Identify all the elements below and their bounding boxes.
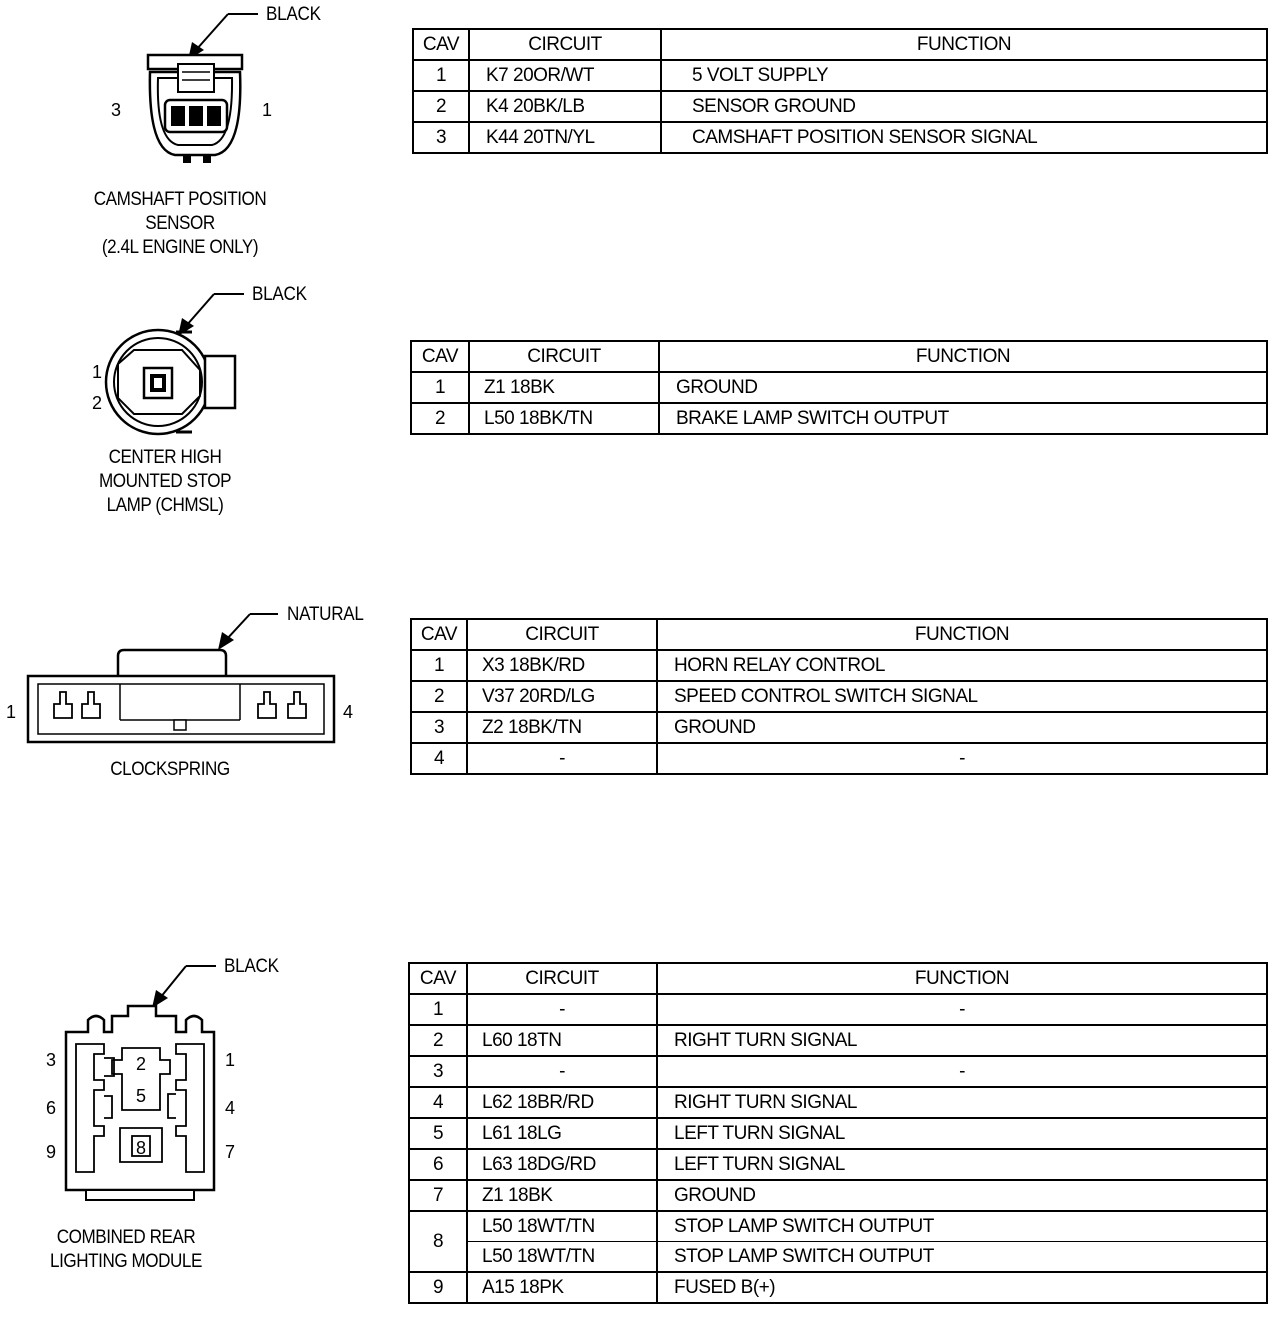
clockspring-section xyxy=(0,600,1280,800)
pin-label: 2 xyxy=(136,1054,147,1074)
table-row xyxy=(413,91,1267,122)
circuit-cell: X3 18BK/RD xyxy=(467,650,657,681)
table-row xyxy=(409,1025,1267,1056)
cav-cell: 4 xyxy=(409,1087,467,1118)
cav-cell: 4 xyxy=(411,743,467,774)
column-header: FUNCTION xyxy=(659,341,1267,372)
table-row xyxy=(409,1087,1267,1118)
table-row xyxy=(413,122,1267,153)
table-header-row xyxy=(411,341,1267,372)
table-row xyxy=(411,403,1267,434)
function-cell: GROUND xyxy=(657,1180,1267,1211)
pin-label: 1 xyxy=(92,362,103,382)
connector-name-line: SENSOR xyxy=(145,213,215,234)
function-cell: STOP LAMP SWITCH OUTPUT xyxy=(657,1242,1267,1273)
cav-cell: 3 xyxy=(409,1056,467,1087)
function-cell: STOP LAMP SWITCH OUTPUT xyxy=(657,1211,1267,1242)
column-header: CIRCUIT xyxy=(469,341,659,372)
connector-color-label: NATURAL xyxy=(287,604,364,625)
circuit-cell: - xyxy=(467,743,657,774)
cav-cell: 6 xyxy=(409,1149,467,1180)
connector-color-label: BLACK xyxy=(266,4,321,25)
circuit-cell: K7 20OR/WT xyxy=(469,60,661,91)
pinout-table xyxy=(410,340,1268,435)
circuit-cell: L50 18WT/TN xyxy=(467,1242,657,1273)
pin-label: 3 xyxy=(46,1050,57,1070)
cav-cell: 2 xyxy=(411,403,469,434)
column-header: FUNCTION xyxy=(657,963,1267,994)
table-row xyxy=(411,650,1267,681)
connector-name-line: CAMSHAFT POSITION xyxy=(93,189,267,210)
cav-cell: 2 xyxy=(413,91,469,122)
function-cell: - xyxy=(657,1056,1267,1087)
table-row xyxy=(409,1149,1267,1180)
cav-cell: 1 xyxy=(411,650,467,681)
column-header: CAV xyxy=(409,963,467,994)
pin-label: 9 xyxy=(46,1142,57,1162)
function-cell: FUSED B(+) xyxy=(657,1272,1267,1303)
table-row xyxy=(413,60,1267,91)
function-cell: SPEED CONTROL SWITCH SIGNAL xyxy=(657,681,1267,712)
function-cell: CAMSHAFT POSITION SENSOR SIGNAL xyxy=(661,122,1267,153)
cav-cell: 1 xyxy=(413,60,469,91)
function-cell: 5 VOLT SUPPLY xyxy=(661,60,1267,91)
column-header: CAV xyxy=(411,619,467,650)
pin-label: 1 xyxy=(6,702,17,722)
circuit-cell: Z1 18BK xyxy=(469,372,659,403)
table-row xyxy=(409,994,1267,1025)
table-header-row xyxy=(409,963,1267,994)
table-row xyxy=(409,1056,1267,1087)
connector-name xyxy=(62,758,278,782)
connector-name-line: CLOCKSPRING xyxy=(110,759,230,780)
circuit-cell: K44 20TN/YL xyxy=(469,122,661,153)
cav-cell: 8 xyxy=(409,1211,467,1272)
column-header: CIRCUIT xyxy=(469,29,661,60)
function-cell: - xyxy=(657,743,1267,774)
pin-label: 1 xyxy=(225,1050,236,1070)
function-cell: LEFT TURN SIGNAL xyxy=(657,1118,1267,1149)
camshaft-sensor-section xyxy=(0,0,1280,270)
table-row xyxy=(411,681,1267,712)
function-cell: LEFT TURN SIGNAL xyxy=(657,1149,1267,1180)
column-header: CAV xyxy=(411,341,469,372)
chmsl-section xyxy=(0,280,1280,530)
function-cell: HORN RELAY CONTROL xyxy=(657,650,1267,681)
circuit-cell: L62 18BR/RD xyxy=(467,1087,657,1118)
cav-cell: 5 xyxy=(409,1118,467,1149)
table-row xyxy=(409,1211,1267,1242)
cav-cell: 1 xyxy=(409,994,467,1025)
table-row xyxy=(409,1242,1267,1273)
connector-name-line: LAMP (CHMSL) xyxy=(106,495,224,516)
cav-cell: 2 xyxy=(411,681,467,712)
function-cell: RIGHT TURN SIGNAL xyxy=(657,1025,1267,1056)
connector-name xyxy=(57,446,273,518)
table-header-row xyxy=(413,29,1267,60)
cav-cell: 3 xyxy=(411,712,467,743)
connector-name-line: (2.4L ENGINE ONLY) xyxy=(101,237,259,258)
column-header: CAV xyxy=(413,29,469,60)
pin-label: 2 xyxy=(92,393,103,413)
circuit-cell: L50 18WT/TN xyxy=(467,1211,657,1242)
table-row xyxy=(411,743,1267,774)
circuit-cell: V37 20RD/LG xyxy=(467,681,657,712)
function-cell: RIGHT TURN SIGNAL xyxy=(657,1087,1267,1118)
pin-label: 6 xyxy=(46,1098,57,1118)
table-row xyxy=(409,1180,1267,1211)
pin-label: 5 xyxy=(136,1086,147,1106)
cav-cell: 7 xyxy=(409,1180,467,1211)
circuit-cell: Z1 18BK xyxy=(467,1180,657,1211)
pin-label: 4 xyxy=(343,702,354,722)
cav-cell: 3 xyxy=(413,122,469,153)
table-row xyxy=(409,1272,1267,1303)
function-cell: SENSOR GROUND xyxy=(661,91,1267,122)
connector-name-line: LIGHTING MODULE xyxy=(50,1251,202,1272)
column-header: CIRCUIT xyxy=(467,619,657,650)
rear-lighting-section xyxy=(0,950,1280,1332)
circuit-cell: L50 18BK/TN xyxy=(469,403,659,434)
table-row xyxy=(409,1118,1267,1149)
table-header-row xyxy=(411,619,1267,650)
circuit-cell: L60 18TN xyxy=(467,1025,657,1056)
connector-name xyxy=(72,188,288,260)
pin-label: 7 xyxy=(225,1142,236,1162)
pin-label: 8 xyxy=(136,1138,147,1158)
cav-cell: 2 xyxy=(409,1025,467,1056)
pin-label: 3 xyxy=(111,100,122,120)
pinout-table xyxy=(410,618,1268,775)
connector-name-line: COMBINED REAR xyxy=(56,1227,196,1248)
function-cell: GROUND xyxy=(657,712,1267,743)
function-cell: BRAKE LAMP SWITCH OUTPUT xyxy=(659,403,1267,434)
circuit-cell: A15 18PK xyxy=(467,1272,657,1303)
connector-color-label: BLACK xyxy=(252,284,307,305)
circuit-cell: Z2 18BK/TN xyxy=(467,712,657,743)
pinout-table xyxy=(408,962,1268,1304)
circuit-cell: L63 18DG/RD xyxy=(467,1149,657,1180)
cav-cell: 1 xyxy=(411,372,469,403)
pin-label: 1 xyxy=(262,100,273,120)
cav-cell: 9 xyxy=(409,1272,467,1303)
pin-label: 4 xyxy=(225,1098,236,1118)
table-row xyxy=(411,372,1267,403)
function-cell: - xyxy=(657,994,1267,1025)
circuit-cell: L61 18LG xyxy=(467,1118,657,1149)
connector-name-line: CENTER HIGH xyxy=(108,447,222,468)
function-cell: GROUND xyxy=(659,372,1267,403)
connector-name-line: MOUNTED STOP xyxy=(98,471,232,492)
circuit-cell: - xyxy=(467,994,657,1025)
column-header: CIRCUIT xyxy=(467,963,657,994)
connector-name xyxy=(18,1226,234,1274)
pinout-table xyxy=(412,28,1268,154)
column-header: FUNCTION xyxy=(661,29,1267,60)
column-header: FUNCTION xyxy=(657,619,1267,650)
circuit-cell: K4 20BK/LB xyxy=(469,91,661,122)
connector-color-label: BLACK xyxy=(224,956,279,977)
circuit-cell: - xyxy=(467,1056,657,1087)
table-row xyxy=(411,712,1267,743)
